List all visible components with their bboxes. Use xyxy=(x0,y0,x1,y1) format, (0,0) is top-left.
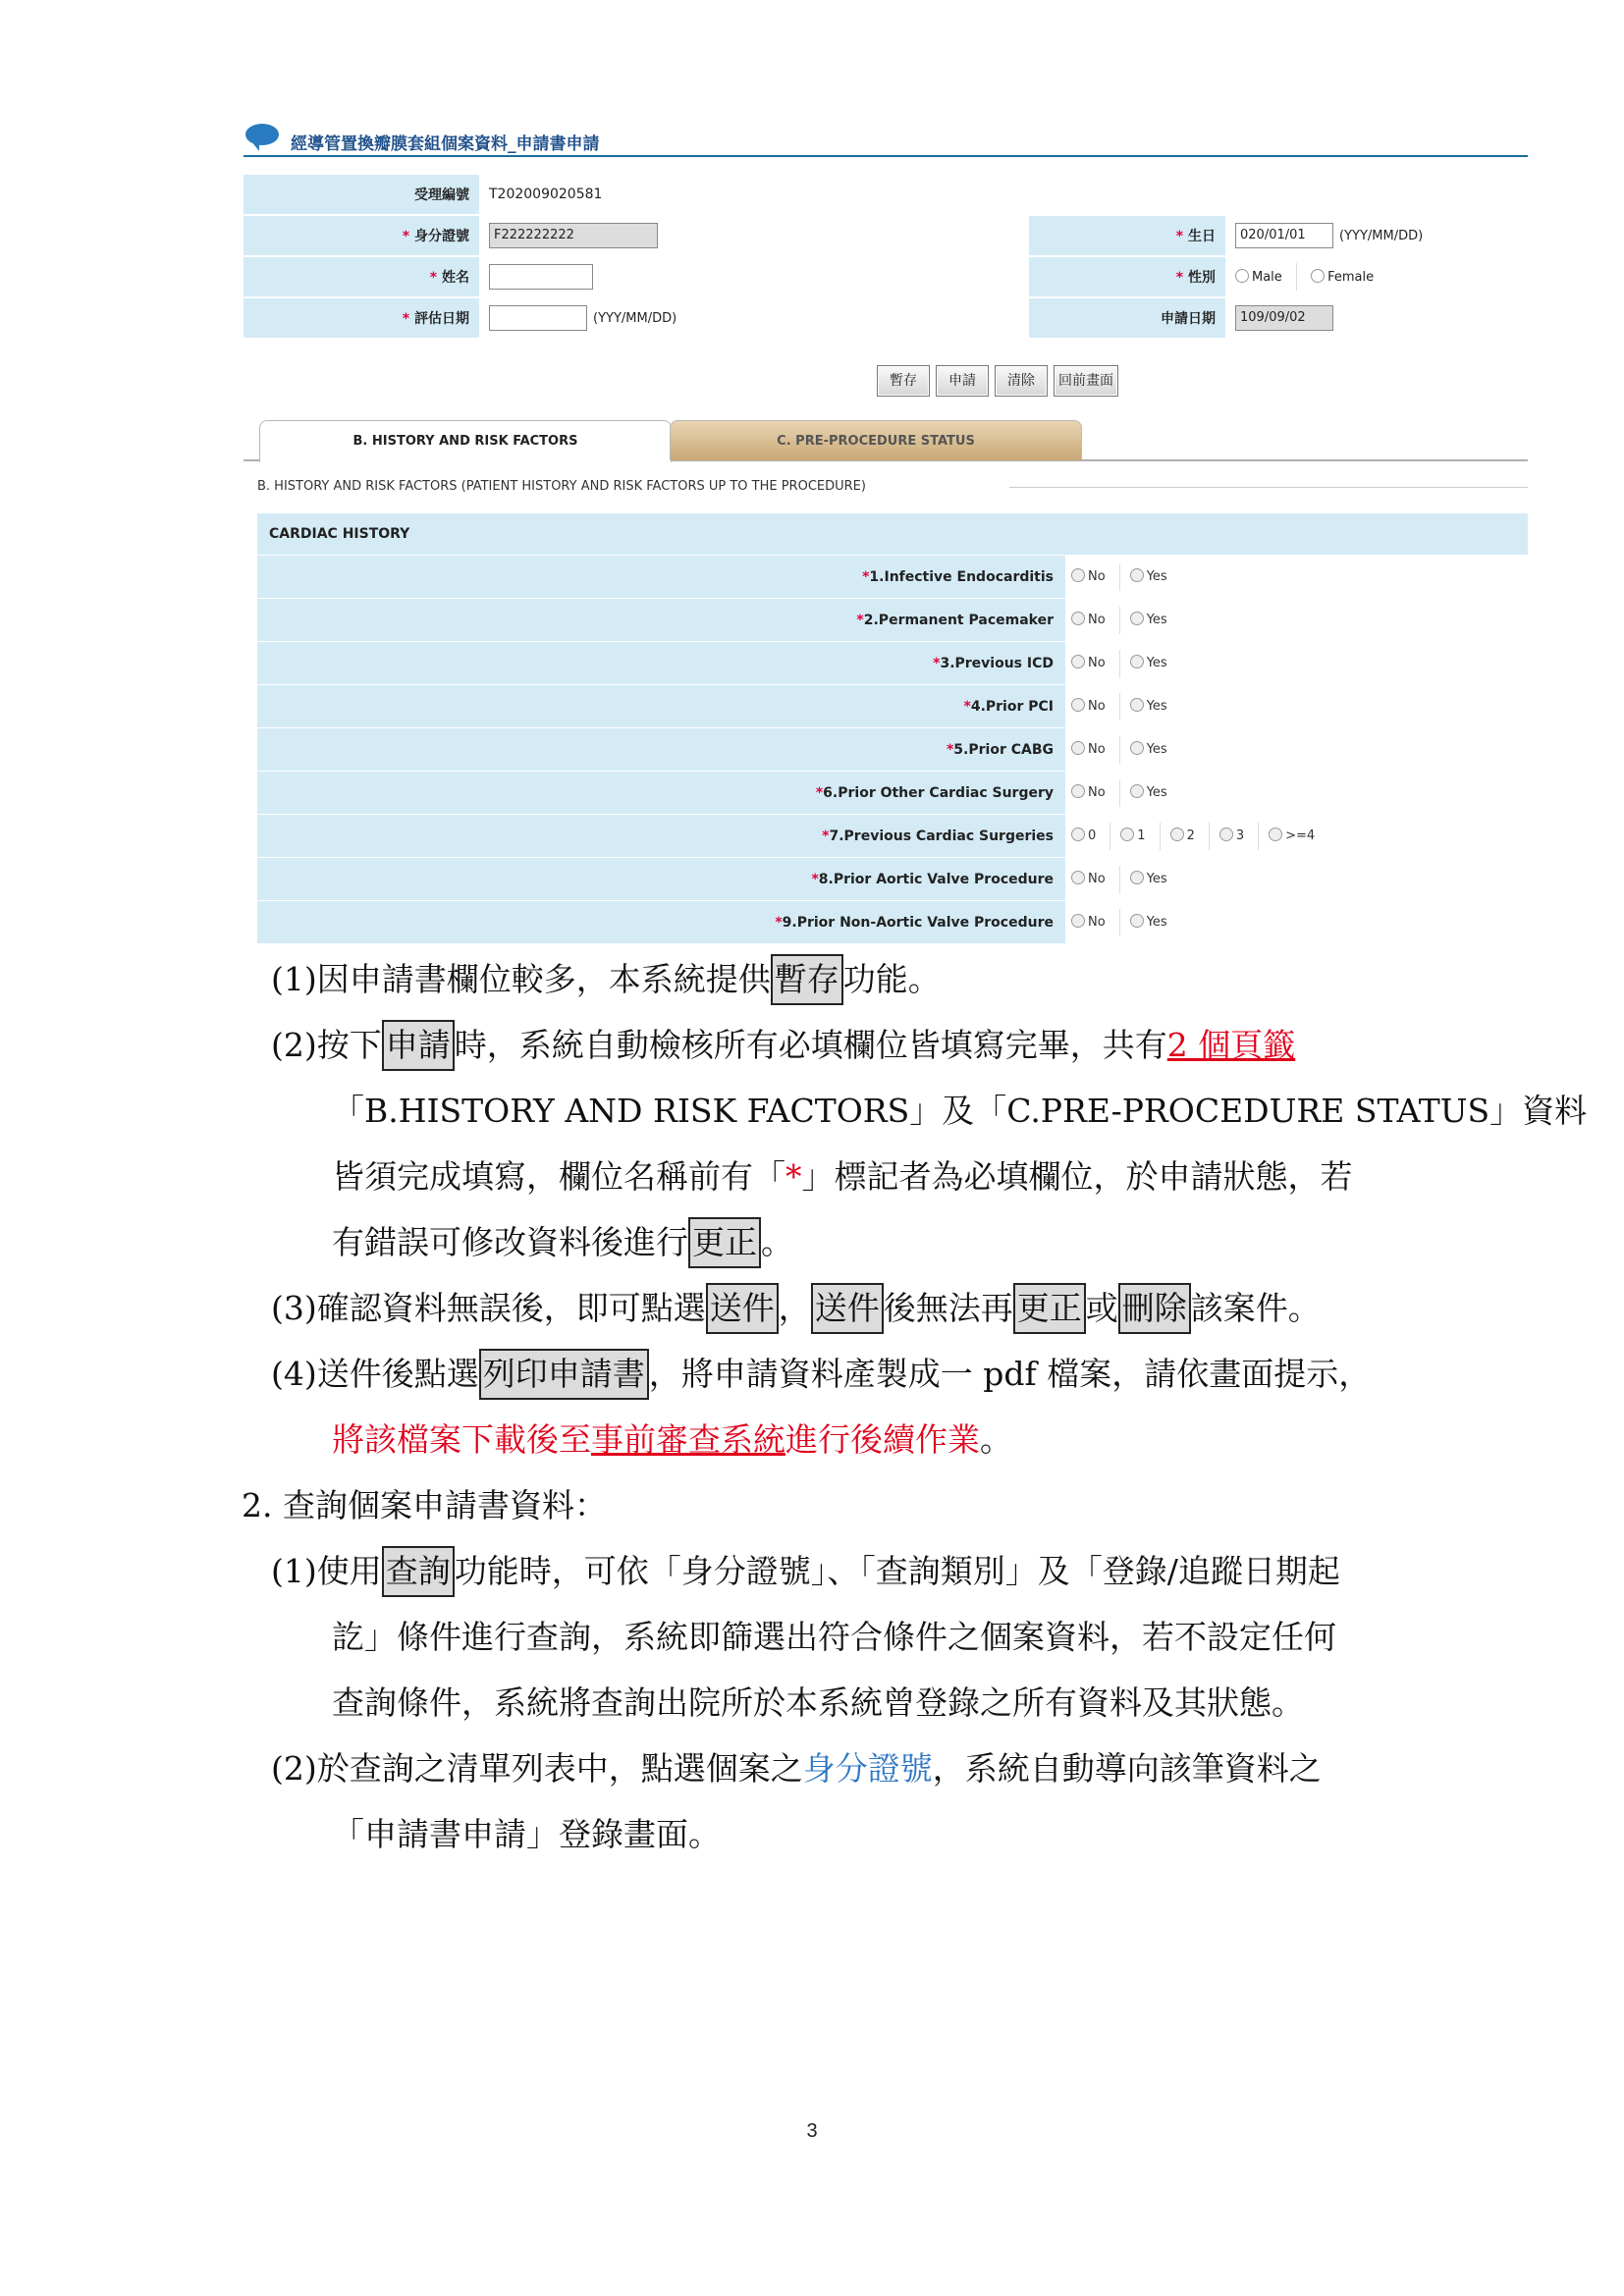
cardiac-history-table xyxy=(257,513,1528,944)
option-radio[interactable]: 1 xyxy=(1120,828,1145,843)
question-label: *5.Prior CABG xyxy=(257,728,1065,772)
option-radio[interactable]: No xyxy=(1071,612,1106,627)
clear-button[interactable]: 清除 xyxy=(995,365,1048,397)
delete-key: 刪除 xyxy=(1118,1283,1191,1334)
apply-date-label: 申請日期 xyxy=(1029,297,1225,339)
id-label: * 身分證號 xyxy=(244,215,479,256)
tab-pre-procedure-status[interactable]: C. PRE-PROCEDURE STATUS xyxy=(670,420,1082,460)
section-divider xyxy=(1009,487,1528,488)
question-row xyxy=(257,685,1528,728)
cardiac-history-header: CARDIAC HISTORY xyxy=(257,513,1528,556)
radio-circle-icon xyxy=(1071,914,1085,928)
radio-circle-icon xyxy=(1071,784,1085,798)
option-radio[interactable]: Yes xyxy=(1130,784,1167,800)
name-field[interactable] xyxy=(489,264,593,290)
radio-circle-icon xyxy=(1071,741,1085,755)
correct-key-2: 更正 xyxy=(1013,1283,1086,1334)
section-title: B. HISTORY AND RISK FACTORS (PATIENT HISTORY AND RISK FACTORS UP TO THE PROCEDURE) xyxy=(257,479,866,494)
para-2-line-2: 「B.HISTORY AND RISK FACTORS」及「C.PRE-PROCEDURE STATUS」資料 xyxy=(332,1092,1588,1130)
birth-field[interactable]: 020/01/01 xyxy=(1235,223,1333,248)
sex-female-radio[interactable]: Female xyxy=(1311,270,1374,285)
case-no-value: T202009020581 xyxy=(479,175,1528,215)
correct-key: 更正 xyxy=(688,1217,761,1268)
option-radio[interactable]: No xyxy=(1071,698,1106,714)
question-row xyxy=(257,901,1528,944)
radio-circle-icon xyxy=(1130,784,1144,798)
birth-label: * 生日 xyxy=(1029,215,1225,256)
title-divider xyxy=(244,155,1528,157)
radio-circle-icon xyxy=(1071,655,1085,668)
question-label: *6.Prior Other Cardiac Surgery xyxy=(257,772,1065,815)
header-table xyxy=(244,175,1528,340)
question-row xyxy=(257,642,1528,685)
birth-format-hint: (YYY/MM/DD) xyxy=(1339,229,1424,243)
question-label: *4.Prior PCI xyxy=(257,685,1065,728)
eval-date-format-hint: (YYY/MM/DD) xyxy=(593,311,677,326)
para-1: (1)因申請書欄位較多，本系統提供 暫存 功能。 xyxy=(271,946,941,1012)
query-key: 查詢 xyxy=(382,1546,455,1597)
option-radio[interactable]: Yes xyxy=(1130,612,1167,627)
question-label: *2.Permanent Pacemaker xyxy=(257,599,1065,642)
form-title: 經導管置換瓣膜套組個案資料_申請書申請 xyxy=(291,134,600,154)
query-para-1-line-3: 查詢條件，系統將查詢出院所於本系統曾登錄之所有資料及其狀態。 xyxy=(332,1683,1304,1722)
print-form-key: 列印申請書 xyxy=(479,1349,649,1400)
query-para-2-line-2: 「申請書申請」登錄畫面。 xyxy=(332,1815,721,1853)
option-radio[interactable]: No xyxy=(1071,784,1106,800)
tab-bar xyxy=(244,420,1528,461)
para-2-line-1: (2)按下 申請 時，系統自動檢核所有必填欄位皆填寫完畢，共有2 個頁籤 xyxy=(271,1012,1295,1078)
para-4-line-1: (4)送件後點選 列印申請書 ，將申請資料產製成一 pdf 檔案，請依畫面提示， xyxy=(271,1341,1371,1407)
section-2-heading: 2. 查詢個案申請書資料： xyxy=(242,1486,607,1524)
apply-button[interactable]: 申請 xyxy=(936,365,989,397)
option-radio[interactable]: Yes xyxy=(1130,914,1167,930)
option-radio[interactable]: No xyxy=(1071,914,1106,930)
action-buttons xyxy=(877,365,1124,397)
option-radio[interactable]: Yes xyxy=(1130,871,1167,886)
option-radio[interactable]: Yes xyxy=(1130,698,1167,714)
option-radio[interactable]: >=4 xyxy=(1269,828,1315,843)
query-para-2-line-1: (2)於查詢之清單列表中，點選個案之身分證號，系統自動導向該筆資料之 xyxy=(271,1749,1322,1788)
radio-circle-icon xyxy=(1219,828,1233,841)
eval-date-field[interactable] xyxy=(489,305,587,331)
option-radio[interactable]: 3 xyxy=(1219,828,1244,843)
save-draft-key: 暫存 xyxy=(771,954,843,1005)
radio-circle-icon xyxy=(1170,828,1184,841)
id-field[interactable]: F222222222 xyxy=(489,223,658,248)
para-2-line-4: 有錯誤可修改資料後進行 更正 。 xyxy=(332,1209,793,1275)
option-radio[interactable]: No xyxy=(1071,568,1106,584)
radio-circle-icon xyxy=(1130,871,1144,884)
option-radio[interactable]: 0 xyxy=(1071,828,1096,843)
name-label: * 姓名 xyxy=(244,256,479,297)
sex-male-radio[interactable]: Male xyxy=(1235,270,1282,285)
para-3: (3)確認資料無誤後，即可點選 送件 ， 送件 後無法再 更正 或 刪除 該案件。 xyxy=(271,1275,1321,1341)
query-para-1-line-2: 訖」條件進行查詢，系統即篩選出符合條件之個案資料，若不設定任何 xyxy=(332,1618,1336,1656)
radio-circle-icon xyxy=(1130,568,1144,582)
radio-circle-icon xyxy=(1130,698,1144,712)
sex-label: * 性別 xyxy=(1029,256,1225,297)
question-row xyxy=(257,728,1528,772)
question-label: *1.Infective Endocarditis xyxy=(257,556,1065,599)
apply-date-field: 109/09/02 xyxy=(1235,305,1333,331)
question-row xyxy=(257,599,1528,642)
para-4-line-2: 將該檔案下載後至事前審查系統進行後續作業。 xyxy=(332,1420,1012,1459)
question-label: *3.Previous ICD xyxy=(257,642,1065,685)
option-radio[interactable]: No xyxy=(1071,741,1106,757)
query-para-1-line-1: (1)使用 查詢 功能時，可依「身分證號」、「查詢類別」及「登錄/追蹤日期起 xyxy=(271,1538,1340,1604)
option-radio[interactable]: Yes xyxy=(1130,568,1167,584)
radio-circle-icon xyxy=(1120,828,1134,841)
radio-circle-icon xyxy=(1130,612,1144,625)
option-radio[interactable]: 2 xyxy=(1170,828,1195,843)
speech-bubble-icon xyxy=(245,124,279,145)
radio-circle-icon xyxy=(1130,741,1144,755)
radio-circle-icon xyxy=(1071,698,1085,712)
radio-circle-icon xyxy=(1071,828,1085,841)
radio-circle-icon xyxy=(1071,612,1085,625)
option-radio[interactable]: Yes xyxy=(1130,655,1167,670)
page-number: 3 xyxy=(806,2120,818,2142)
case-no-label: 受理編號 xyxy=(244,175,479,215)
apply-key: 申請 xyxy=(382,1020,455,1071)
radio-circle-icon xyxy=(1071,568,1085,582)
option-radio[interactable]: Yes xyxy=(1130,741,1167,757)
tab-history-risk-factors[interactable]: B. HISTORY AND RISK FACTORS xyxy=(259,420,672,462)
submit-key-2: 送件 xyxy=(811,1283,884,1334)
radio-circle-icon xyxy=(1130,655,1144,668)
question-row xyxy=(257,772,1528,815)
radio-circle-icon xyxy=(1269,828,1282,841)
eval-date-label: * 評估日期 xyxy=(244,297,479,339)
option-radio[interactable]: No xyxy=(1071,655,1106,670)
question-row xyxy=(257,858,1528,901)
question-row xyxy=(257,815,1528,858)
two-tabs-highlight: 2 個頁籤 xyxy=(1166,1026,1296,1064)
id-number-link-text: 身分證號 xyxy=(802,1749,933,1788)
form-title-bar xyxy=(244,116,1528,155)
para-2-line-3: 皆須完成填寫，欄位名稱前有「*」標記者為必填欄位，於申請狀態，若 xyxy=(332,1157,1353,1196)
radio-circle-icon xyxy=(1071,871,1085,884)
radio-circle-icon xyxy=(1130,914,1144,928)
question-row xyxy=(257,556,1528,599)
save-draft-button[interactable]: 暫存 xyxy=(877,365,930,397)
form-screenshot xyxy=(244,116,1528,931)
back-button[interactable]: 回前畫面 xyxy=(1054,365,1118,397)
option-radio[interactable]: No xyxy=(1071,871,1106,886)
submit-key: 送件 xyxy=(706,1283,779,1334)
question-label: *8.Prior Aortic Valve Procedure xyxy=(257,858,1065,901)
question-label: *9.Prior Non-Aortic Valve Procedure xyxy=(257,901,1065,944)
question-label: *7.Previous Cardiac Surgeries xyxy=(257,815,1065,858)
